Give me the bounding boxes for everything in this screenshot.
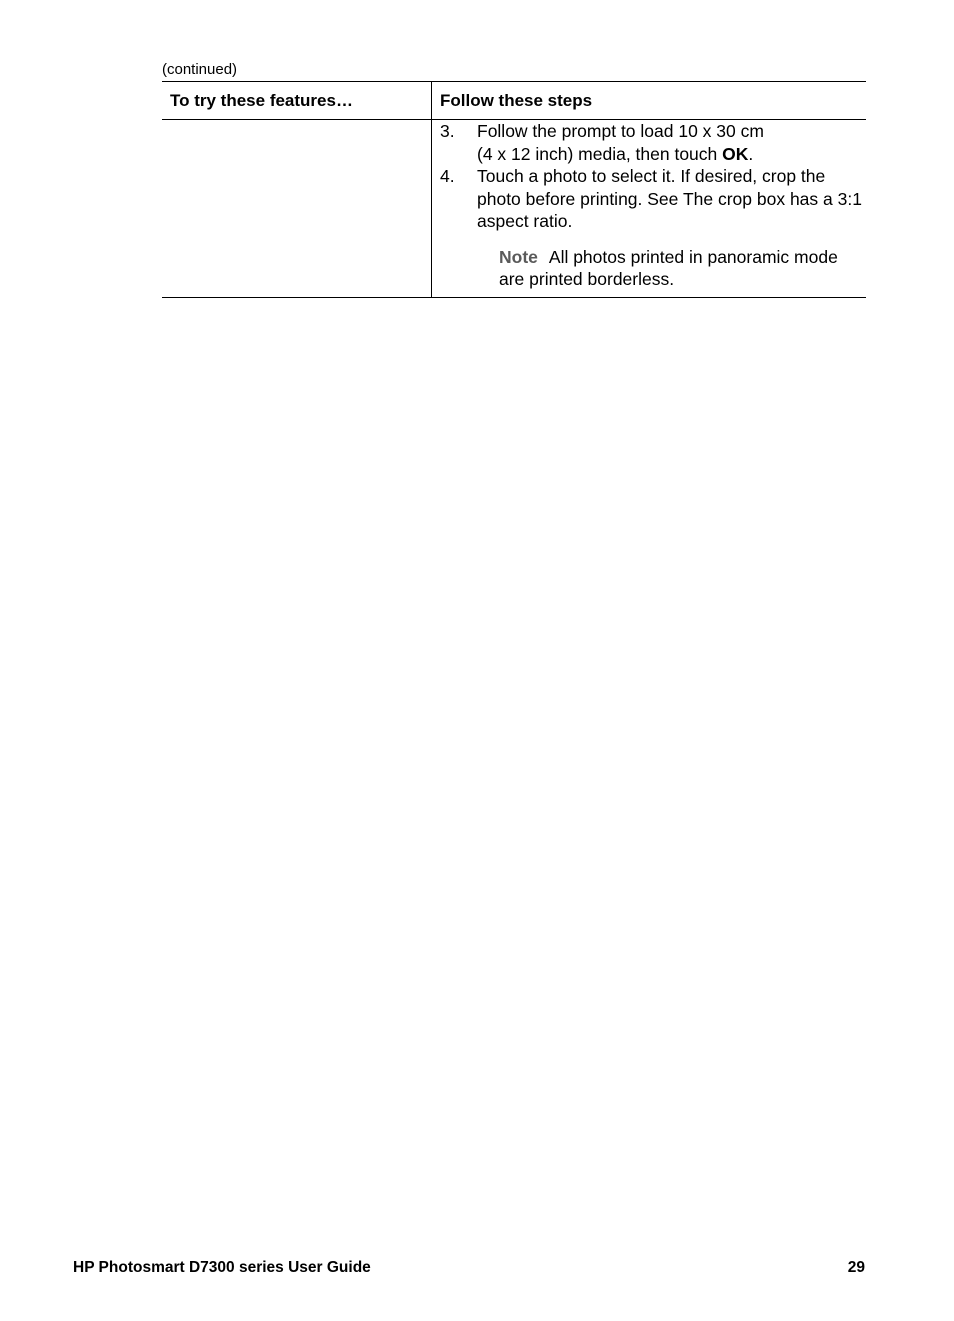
ok-keyword: OK: [722, 143, 749, 164]
continued-label: (continued): [162, 61, 238, 78]
step-line-2-end: .: [748, 143, 754, 164]
features-cell: [162, 120, 432, 297]
note-label: Note: [499, 246, 538, 267]
step-number: 3.: [440, 121, 455, 141]
note-block: [499, 246, 866, 291]
header-steps: Follow these steps: [440, 91, 593, 110]
step-line-1: Follow the prompt to load 10 x 30 cm: [477, 121, 764, 141]
header-features: To try these features…: [162, 82, 432, 119]
step-line-2: (4 x 12 inch) media, then touch: [477, 143, 723, 164]
step-item-3: [440, 120, 866, 165]
footer-guide-title: HP Photosmart D7300 series User Guide: [73, 1259, 371, 1276]
table-row: [162, 120, 866, 297]
step-text: Touch a photo to select it. If desired, crop the photo before printing. See The crop box has a 3:1 aspect ratio.: [477, 166, 862, 231]
features-table: [162, 81, 866, 298]
step-text: [477, 120, 866, 165]
step-item-4: [440, 165, 866, 233]
footer-page-number: 29: [847, 1259, 865, 1276]
table-header-row: [162, 82, 866, 120]
steps-list: [432, 120, 866, 233]
steps-cell: [432, 120, 866, 297]
note-text: All photos printed in panoramic mode are printed borderless.: [499, 246, 838, 289]
step-number: 4.: [440, 166, 455, 186]
